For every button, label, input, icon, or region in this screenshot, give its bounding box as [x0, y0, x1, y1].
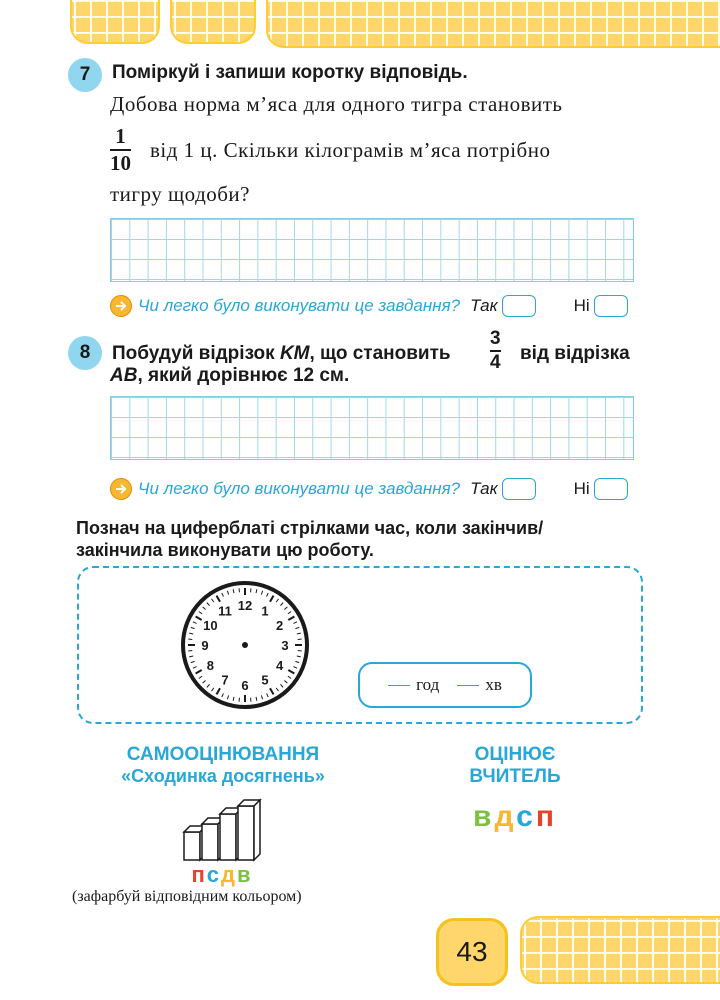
header-tab-middle	[170, 0, 256, 44]
question-text: Чи легко було виконувати це завдання?	[138, 479, 461, 498]
clock-number: 7	[221, 672, 229, 688]
segment-ab: AB	[110, 365, 138, 386]
clock-number: 6	[241, 678, 249, 693]
footer-tab-right	[520, 916, 720, 984]
task-8-difficulty-question	[110, 478, 628, 500]
task-7-line-3: тигру щодоби?	[110, 182, 250, 206]
task-7-answer-grid[interactable]	[110, 218, 634, 282]
no-checkbox[interactable]	[594, 478, 628, 500]
clock-number: 4	[276, 658, 284, 673]
teacher-grade-letter[interactable]: в	[473, 800, 495, 833]
task-7-fraction	[110, 124, 131, 176]
hours-label: год	[416, 675, 440, 694]
teacher-grade-letter[interactable]: п	[535, 800, 557, 833]
self-assessment-letter[interactable]: п	[191, 862, 207, 887]
self-assessment-title: САМООЦІНЮВАННЯ	[126, 744, 320, 765]
no-label: Ні	[573, 479, 590, 498]
clock-number: 11	[218, 603, 232, 619]
clock-number: 12	[237, 598, 253, 613]
yes-checkbox[interactable]	[502, 478, 536, 500]
no-label: Ні	[573, 296, 590, 315]
coloring-note: (зафарбуй відповідним кольором)	[72, 888, 302, 905]
time-answer-box	[358, 662, 532, 708]
self-assessment-subtitle: «Сходинка досягнень»	[121, 766, 325, 786]
task-8-fraction	[490, 328, 501, 374]
task-7-number: 7	[68, 58, 102, 92]
teacher-title-1: ОЦІНЮЄ	[474, 744, 556, 765]
clock-face[interactable]	[180, 580, 310, 710]
fraction-denominator: 4	[490, 352, 501, 373]
clock-number: 1	[261, 603, 269, 619]
clock-number: 3	[281, 638, 289, 653]
arrow-right-icon	[110, 478, 132, 500]
task-7-line-1: Добова норма м’яса для одного тигра становить	[110, 92, 563, 116]
clock-task-line-2: закінчила виконувати цю роботу.	[76, 540, 374, 560]
minutes-blank[interactable]	[457, 685, 479, 686]
segment-km: KM	[279, 343, 310, 364]
minutes-label: хв	[485, 675, 502, 694]
clock-number: 2	[276, 618, 284, 633]
yes-label: Так	[470, 479, 498, 498]
fraction-denominator: 10	[110, 151, 131, 175]
clock-task-line-1: Познач на циферблаті стрілками час, коли закінчив/	[76, 518, 544, 538]
task-8-text-line-2	[110, 362, 349, 390]
achievement-steps-icon[interactable]	[180, 798, 272, 862]
task-8-text-a: Побудуй відрізок	[112, 343, 280, 364]
task-8-answer-grid[interactable]	[110, 396, 634, 460]
self-assessment-letter[interactable]: с	[206, 862, 222, 887]
arrow-right-icon	[110, 295, 132, 317]
page-number-badge	[436, 918, 508, 986]
clock-number: 9	[201, 638, 209, 653]
clock-number: 10	[203, 618, 218, 633]
yes-checkbox[interactable]	[502, 295, 536, 317]
task-7-line-2: від 1 ц. Скільки кілограмів м’яса потрібно	[150, 138, 551, 162]
task-8-text-b: , що становить	[309, 343, 451, 364]
hours-blank[interactable]	[388, 685, 410, 686]
clock-number: 8	[206, 658, 214, 673]
task-8-text-c: від відрізка	[520, 343, 630, 364]
no-checkbox[interactable]	[594, 295, 628, 317]
clock-number: 5	[261, 672, 269, 688]
fraction-numerator: 1	[115, 124, 126, 148]
self-assessment-letters	[182, 862, 262, 888]
teacher-letters	[440, 800, 590, 834]
header-tab-left	[70, 0, 160, 44]
teacher-grade-letter[interactable]: д	[494, 800, 517, 833]
page-number: 43	[456, 936, 488, 967]
question-text: Чи легко було виконувати це завдання?	[138, 296, 461, 315]
self-assessment-letter[interactable]: в	[236, 862, 253, 887]
task-7-title: Поміркуй і запиши коротку відповідь.	[112, 62, 468, 83]
task-8-number: 8	[68, 336, 102, 370]
yes-label: Так	[470, 296, 498, 315]
teacher-title-2: ВЧИТЕЛЬ	[469, 766, 561, 787]
teacher-grade-letter[interactable]: с	[516, 800, 536, 833]
header-tab-right	[266, 0, 720, 48]
fraction-numerator: 3	[490, 328, 501, 349]
self-assessment-letter[interactable]: д	[221, 862, 237, 887]
task-7-difficulty-question	[110, 295, 628, 317]
task-8-text-d: , який дорівнює 12 см.	[137, 365, 350, 386]
